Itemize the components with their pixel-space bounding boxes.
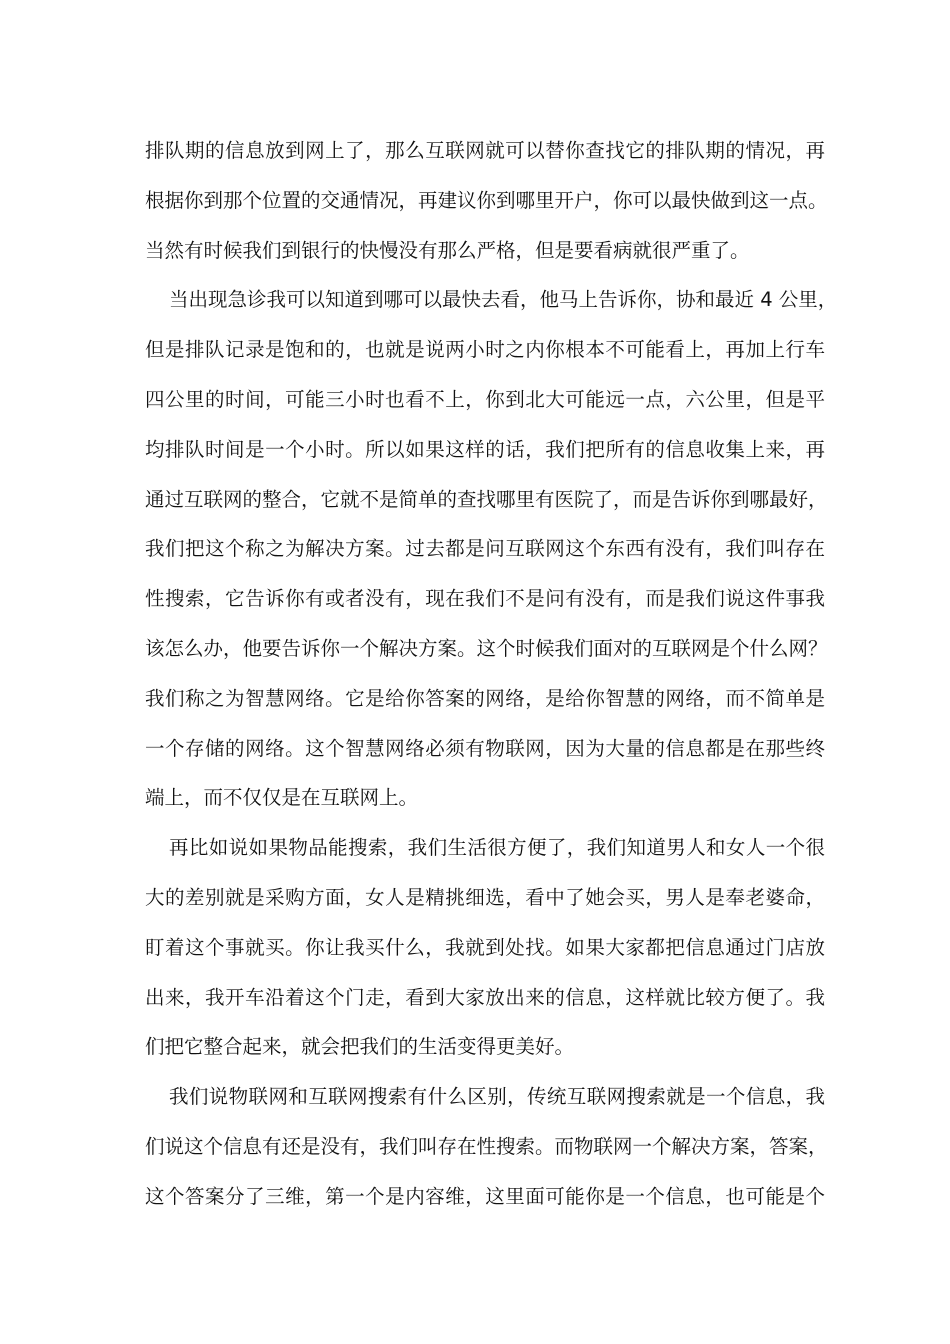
text-line: 们说这个信息有还是没有，我们叫存在性搜索。而物联网一个解决方案，答案，: [145, 1134, 828, 1158]
text-line: 该怎么办，他要告诉你一个解决方案。这个时候我们面对的互联网是个什么网？: [145, 636, 828, 660]
text-line: 我们把这个称之为解决方案。过去都是问互联网这个东西有没有，我们叫存在: [145, 537, 825, 561]
text-line: 再比如说如果物品能搜索，我们生活很方便了，我们知道男人和女人一个很: [169, 836, 825, 860]
text-line: 我们称之为智慧网络。它是给你答案的网络，是给你智慧的网络，而不简单是: [145, 686, 825, 710]
text-line: 这个答案分了三维，第一个是内容维，这里面可能你是一个信息，也可能是个: [145, 1184, 825, 1208]
text-line: 一个存储的网络。这个智慧网络必须有物联网，因为大量的信息都是在那些终: [145, 736, 825, 760]
text-line: 出来，我开车沿着这个门走，看到大家放出来的信息，这样就比较方便了。我: [145, 985, 825, 1009]
text-line: 但是排队记录是饱和的，也就是说两小时之内你根本不可能看上，再加上行车: [145, 338, 825, 362]
document-body: [145, 126, 838, 1222]
paragraph: [145, 275, 838, 823]
text-line: 四公里的时间，可能三小时也看不上，你到北大可能远一点，六公里，但是平: [145, 387, 825, 411]
text-line: 大的差别就是采购方面，女人是精挑细选，看中了她会买，男人是奉老婆命，: [145, 885, 825, 909]
text-line: 盯着这个事就买。你让我买什么，我就到处找。如果大家都把信息通过门店放: [145, 935, 825, 959]
text-line: 我们说物联网和互联网搜索有什么区别，传统互联网搜索就是一个信息，我: [169, 1085, 825, 1109]
text-line: 均排队时间是一个小时。所以如果这样的话，我们把所有的信息收集上来，再: [145, 437, 825, 461]
text-line: 通过互联网的整合，它就不是简单的查找哪里有医院了，而是告诉你到哪最好，: [145, 487, 828, 511]
text-line: 性搜索，它告诉你有或者没有，现在我们不是问有没有，而是我们说这件事我: [145, 587, 825, 611]
text-line: 排队期的信息放到网上了，那么互联网就可以替你查找它的排队期的情况，再: [145, 139, 825, 162]
text-line: 当出现急诊我可以知道到哪可以最快去看，他马上告诉你，协和最近 4 公里，: [169, 288, 838, 312]
text-line: 根据你到那个位置的交通情况，再建议你到哪里开户，你可以最快做到这一点。: [145, 188, 828, 212]
paragraph: [145, 126, 828, 275]
paragraph: [145, 823, 825, 1072]
text-line: 端上，而不仅仅是在互联网上。: [145, 786, 419, 810]
paragraph: [145, 1072, 828, 1221]
text-line: 们把它整合起来，就会把我们的生活变得更美好。: [145, 1035, 575, 1059]
text-line: 当然有时候我们到银行的快慢没有那么严格，但是要看病就很严重了。: [145, 238, 750, 262]
